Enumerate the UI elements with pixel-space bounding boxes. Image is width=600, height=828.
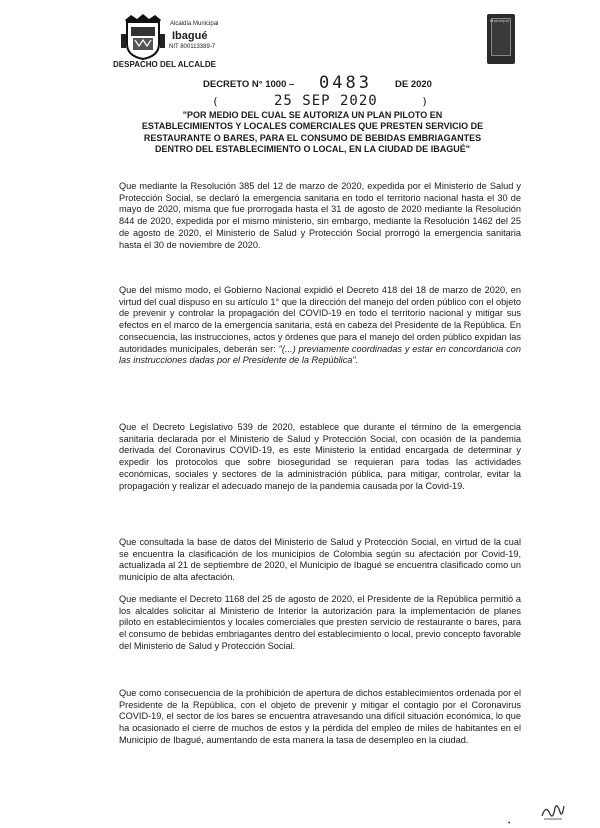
decree-label: DECRETO N° 1000 – xyxy=(203,79,295,90)
paragraph-6: Que como consecuencia de la prohibición de apertura de dichos establecimientos ordenada por el Presidente de la República, con el objeto de prevenir y mitigar el contagio por el Coronavirus COVID-19, el sector de los bares se encuentra atravesando una difícil situación económica, lo que ha ocasionado el cierre de muchos de estos y la pérdida del empleo de miles de habitantes en el Municipio de Ibagué, aumentando de esta manera la tasa de desempleo en la ciudad. xyxy=(119,688,521,745)
seal-inner-panel xyxy=(491,18,511,56)
paragraph-1: Que mediante la Resolución 385 del 12 de marzo de 2020, expedida por el Ministerio de Salud y Protección Social, se declaró la emergencia sanitaria en todo el territorio nacional hasta el 30 de mayo de 2020, misma que fue prorrogada hasta el 31 de agosto de 2020 mediante la Resolución 844 de 2020, expedida por el mismo ministerio, sin embargo, mediante la Resolución 1462 del 25 de agosto de 2020, el Ministerio de Salud y Protección Social prorrogó la emergencia sanitaria hasta el 30 de noviembre de 2020. xyxy=(119,181,521,250)
paragraph-4: Que consultada la base de datos del Ministerio de Salud y Protección Social, en virtud de la cual se encuentra la clasificación de los municipios de Colombia según su afectación por Covid-19, actualizada al 21 de septiembre de 2020, el Municipio de Ibagué se encuentra clasificado como un municipio de alta afectación. xyxy=(119,537,521,583)
header-office: DESPACHO DEL ALCALDE xyxy=(113,60,216,69)
decree-number: 0483 xyxy=(319,73,372,93)
page-mark: • xyxy=(508,820,511,827)
paragraph-5: Que mediante el Decreto 1168 del 25 de agosto de 2020, el Presidente de la República permitió a los alcaldes solicitar al Ministerio de Interior la autorización para la implementación de planes piloto en establecimientos y locales comerciales que presten servicio de restaurante o bares, para el consumo de bebidas embriagantes dentro del establecimiento o local, previo concepto favorable del Ministerio de Salud y Protección Social. xyxy=(119,594,521,651)
municipal-seal-stamp xyxy=(487,14,515,64)
date-close-paren: ) xyxy=(421,95,428,108)
header-nit: NIT 800113389-7 xyxy=(169,44,216,50)
paragraph-3: Que el Decreto Legislativo 539 de 2020, establece que durante el término de la emergencia sanitaria declarada por el Ministerio de Salud y Protección Social, con ocasión de la pandemia derivada del Coronavirus COVID-19, es este Ministerio la entidad encargada de determinar y expedir los protocolos que sobre bioseguridad se requieran para todas las actividades económicas, sociales y sectores de la administración pública, para mitigar, controlar, evitar la propagación y realizar el adecuado manejo de la pandemia causada por la Covid-19. xyxy=(119,422,521,491)
paragraph-2-text: Que del mismo modo, el Gobierno Nacional expidió el Decreto 418 del 18 de marzo de 2020, en virtud del cual dispuso en su artículo 1° que la dirección del manejo del orden público con el objeto de prevenir y controlar la propagación del COVID-19 en todo el territorio nacional y mitigar sus efectos en el marco de la emergencia sanitaria, está en cabeza del Presidente de la República. En consecuencia, las instrucciones, actos y órdenes que para el manejo del orden público expidan las autoridades municipales, deberán ser: xyxy=(119,285,521,354)
municipal-crest-logo xyxy=(121,14,165,60)
header-entity: Alcaldía Municipal xyxy=(170,21,219,27)
decree-title: "POR MEDIO DEL CUAL SE AUTORIZA UN PLAN PILOTO EN ESTABLECIMIENTOS Y LOCALES COMERCIALES QUE PRESTEN SERVICIO DE RESTAURANTE O BARES, PARA EL CONSUMO DE BEBIDAS EMBRIAGANTES DENTRO DEL ESTABLECIMIENTO O LOCAL, EN LA CIUDAD DE IBAGUÉ" xyxy=(141,110,484,155)
paragraph-2 xyxy=(119,285,521,367)
date-open-paren: ( xyxy=(212,95,219,108)
handwritten-initials xyxy=(540,800,566,822)
decree-year: DE 2020 xyxy=(395,79,432,90)
paragraph-2-quote: "(...) previamente coordinadas y estar en concordancia con las instrucciones dadas por el Presidente de la República". xyxy=(119,343,521,366)
header-city: Ibagué xyxy=(172,30,208,42)
decree-date: 25 SEP 2020 xyxy=(274,93,378,109)
seal-text: Municipio xyxy=(490,18,510,23)
